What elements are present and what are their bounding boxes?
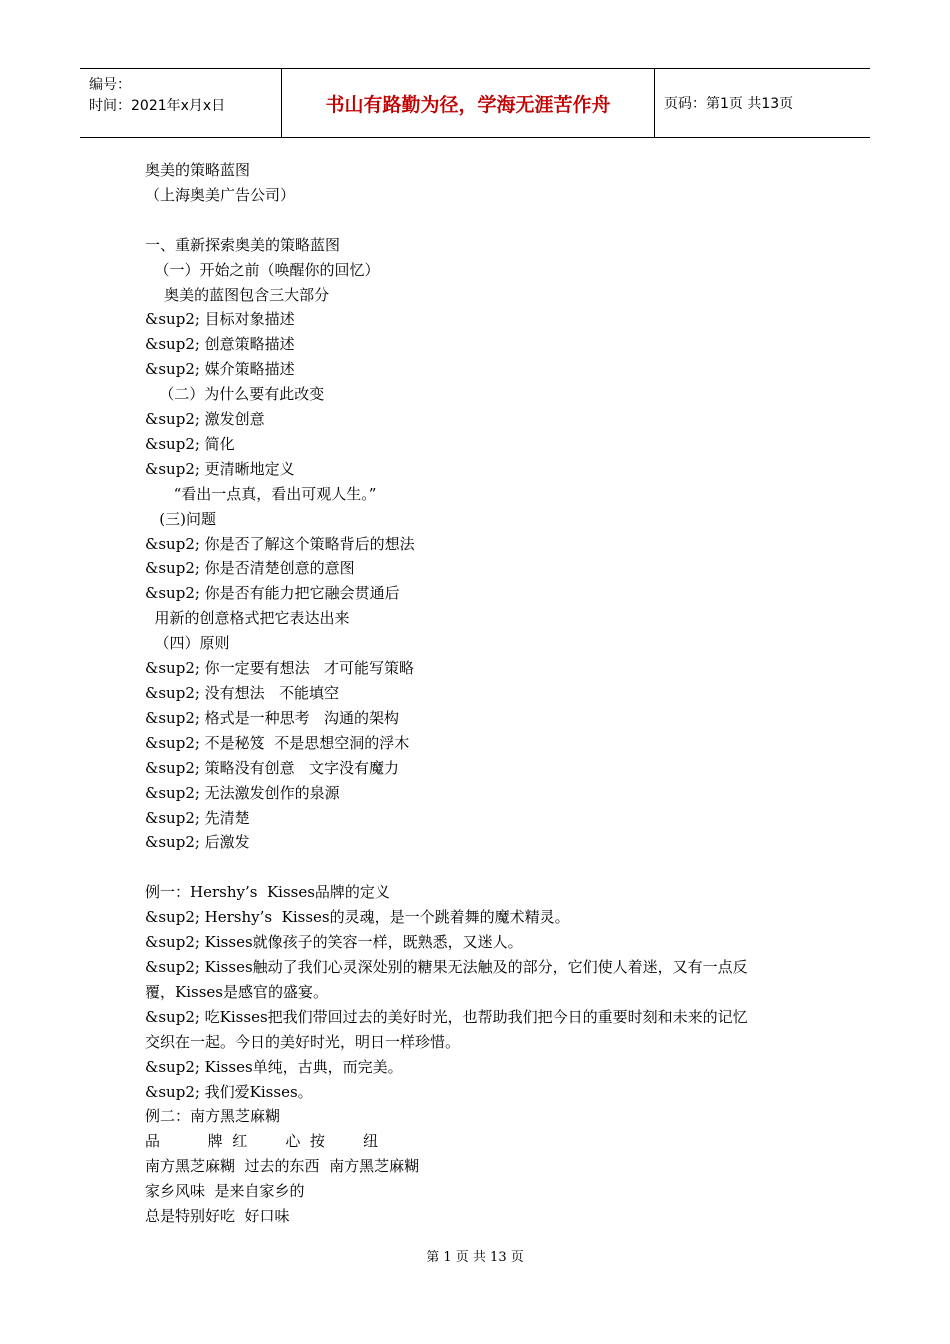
text-line: &sup2; 媒介策略描述 [145,360,295,379]
text-line: 用新的创意格式把它表达出来 [145,609,350,628]
text-line: 一、重新探索奥美的策略蓝图 [145,235,341,254]
text-line: （上海奥美广告公司） [145,185,296,204]
text-line: &sup2; 我们爱Kisses。 [145,1082,313,1101]
text-line: （四）原则 [145,634,230,653]
header-page-cell [655,69,870,137]
text-line: &sup2; 激发创意 [145,410,265,429]
header-motto-cell [282,69,655,137]
text-line: &sup2; 无法激发创作的泉源 [145,783,340,802]
text-line: （一）开始之前（唤醒你的回忆） [145,260,380,279]
text-line: (三)问题 [145,509,217,528]
text-line: 交织在一起。今日的美好时光，明日一样珍惜。 [145,1032,461,1051]
text-line: 奥美的蓝图包含三大部分 [145,285,330,304]
text-line [145,855,825,880]
text-line: &sup2; Hershy’s Kisses的灵魂，是一个跳着舞的魔术精灵。 [145,908,570,927]
text-line: &sup2; Kisses触动了我们心灵深处别的糖果无法触及的部分，它们使人着迷，又有一点反 [145,957,748,976]
text-line: &sup2; 简化 [145,434,235,453]
text-line: &sup2; 你一定要有想法 才可能写策略 [145,659,414,678]
text-line: &sup2; 不是秘笈 不是思想空洞的浮木 [145,733,410,752]
text-line: &sup2; 更清晰地定义 [145,459,295,478]
page-footer [0,1246,950,1265]
text-line: 覆，Kisses是感官的盛宴。 [145,982,328,1001]
text-line: &sup2; 创意策略描述 [145,335,295,354]
header-motto: 书山有路勤为径，学海无涯苦作舟 [325,93,611,116]
document-date-label: 时间：2021年x月x日 [89,98,226,114]
page-header [80,68,870,138]
text-line: 例一：Hershy’s Kisses品牌的定义 [145,883,390,902]
text-line: &sup2; 后激发 [145,833,250,852]
text-line: &sup2; 格式是一种思考 沟通的架构 [145,708,399,727]
document-number-label: 编号： [89,77,131,93]
footer-page-number: 第 1 页 共 13 页 [426,1250,524,1265]
text-line: “看出一点真，看出可观人生。” [145,484,377,503]
document-body [145,158,825,1229]
text-line: &sup2; 你是否有能力把它融会贯通后 [145,584,400,603]
text-line: 家乡风味 是来自家乡的 [145,1182,305,1201]
text-line: &sup2; 没有想法 不能填空 [145,684,339,703]
text-line: &sup2; Kisses就像孩子的笑容一样，既熟悉，又迷人。 [145,933,523,952]
text-line: 例二：南方黑芝麻糊 [145,1107,281,1126]
text-line: &sup2; 先清楚 [145,808,250,827]
text-line: &sup2; Kisses单纯，古典，而完美。 [145,1057,403,1076]
text-line: 奥美的策略蓝图 [145,161,251,179]
text-line: 品 牌 红 心 按 纽 [145,1132,379,1151]
text-line: &sup2; 吃Kisses把我们带回过去的美好时光，也帮助我们把今日的重要时刻和未来的记忆 [145,1007,748,1026]
text-line: 南方黑芝麻糊 过去的东西 南方黑芝麻糊 [145,1157,420,1176]
text-line [145,208,825,233]
text-line: &sup2; 你是否清楚创意的意图 [145,559,355,578]
header-meta-cell [80,69,282,137]
text-line: 总是特别好吃 好口味 [145,1207,290,1226]
text-line: &sup2; 你是否了解这个策略背后的想法 [145,534,415,553]
text-line: （二）为什么要有此改变 [145,385,325,404]
header-page-number: 页码：第1页 共13页 [664,96,794,112]
text-line: &sup2; 目标对象描述 [145,310,295,329]
text-line: &sup2; 策略没有创意 文字没有魔力 [145,758,399,777]
